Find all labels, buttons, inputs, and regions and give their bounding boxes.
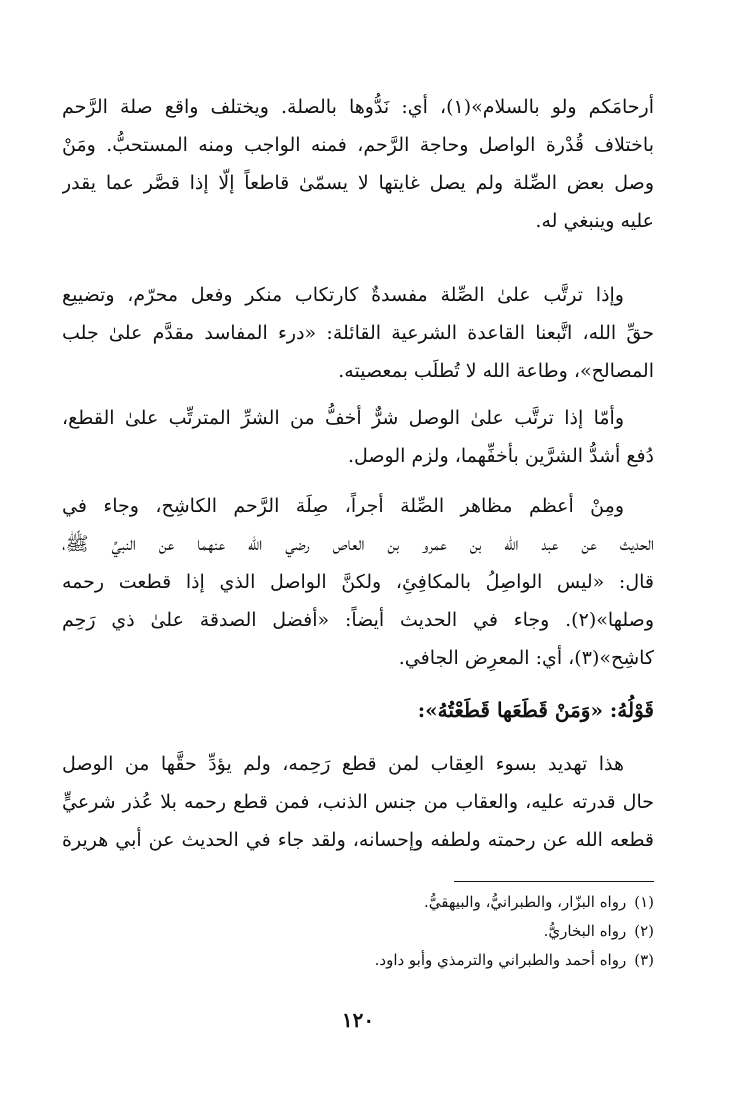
footnote [62, 888, 654, 917]
footnote [62, 917, 654, 946]
footnote-text: رواه البزّار، والطبرانيُّ، والبيهقيُّ. [424, 893, 627, 911]
paragraph-line: وأمّا إذا ترتَّب علىٰ الوصل شرٌّ أخفُّ من الشرِّ المترتِّب علىٰ القطع، [62, 407, 624, 429]
paragraph-line: أرحامَكم ولو بالسلام»(١)، أي: نَدُّوها بالصلة. ويختلف واقع صلة الرَّحم [62, 96, 654, 118]
paragraph-line: هذا تهديد بسوء العِقاب لمن قطع رَحِمه، ولم يؤدِّ حقَّها من الوصل [62, 753, 624, 775]
footnote-number: (١) [634, 893, 654, 911]
book-page [62, 0, 654, 1102]
paragraph-line: وصلها»(٢). وجاء في الحديث أيضاً: «أفضل الصدقة علىٰ ذي رَحِم [62, 609, 654, 631]
footnote-divider [454, 881, 654, 882]
footnote-number: (٢) [634, 922, 654, 940]
section-heading: قَوْلُهُ: «وَمَنْ قَطَعَها قَطَعْتُهُ»: [417, 698, 654, 722]
paragraph-2 [62, 276, 654, 390]
paragraph-line: وإذا ترتَّب علىٰ الصِّلة مفسدةٌ كارتكاب منكر وفعل محرّم، وتضييع [62, 284, 624, 306]
paragraph-line: قال: «ليس الواصِلُ بالمكافِئِ، ولكنَّ الواصل الذي إذا قطعت رحمه [62, 571, 654, 593]
footnote-text: رواه البخاريُّ. [543, 922, 627, 940]
paragraph-line: قطعه الله عن رحمته ولطفه وإحسانه، ولقد جاء في الحديث عن أبي هريرة [62, 829, 654, 851]
paragraph-3 [62, 399, 654, 475]
paragraph-line: وصل بعض الصِّلة ولم يصل غايتها لا يسمّىٰ قاطعاً إلّا إذا قصَّر عما يقدر [62, 172, 654, 194]
footnote-text: رواه أحمد والطبراني والترمذي وأبو داود. [374, 951, 627, 969]
paragraph-line: دُفع أشدُّ الشرَّين بأخفِّهما، ولزم الوصل. [347, 445, 654, 467]
paragraph-5 [62, 745, 654, 859]
page-number: ١٢٠ [341, 1008, 375, 1032]
paragraph-4 [62, 487, 654, 677]
paragraph-line: الحديث عن عبد الله بن عمرو بن العاص رضي الله عنهما عن النبيِّ ﷺ، [62, 533, 654, 555]
footnotes [62, 888, 654, 975]
paragraph-line: حال قدرته عليه، والعقاب من جنس الذنب، فمن قطع رحمه بلا عُذر شرعيٍّ [62, 791, 654, 813]
paragraph-1 [62, 88, 654, 240]
paragraph-line: كاشِح»(٣)، أي: المعرِض الجافي. [398, 647, 654, 669]
paragraph-line: باختلاف قُدْرة الواصل وحاجة الرَّحم، فمنه الواجب ومنه المستحبُّ. ومَنْ [62, 134, 654, 156]
paragraph-line: حقِّ الله، اتَّبعنا القاعدة الشرعية القائلة: «درء المفاسد مقدَّم علىٰ جلب [62, 322, 654, 344]
paragraph-line: عليه وينبغي له. [535, 210, 654, 232]
footnote-number: (٣) [634, 951, 654, 969]
paragraph-line: ومِنْ أعظم مظاهر الصِّلة أجراً، صِلَة الرَّحم الكاشِح، وجاء في [62, 495, 624, 517]
footnote [62, 946, 654, 975]
paragraph-line: المصالح»، وطاعة الله لا تُطلَب بمعصيته. [338, 360, 654, 382]
